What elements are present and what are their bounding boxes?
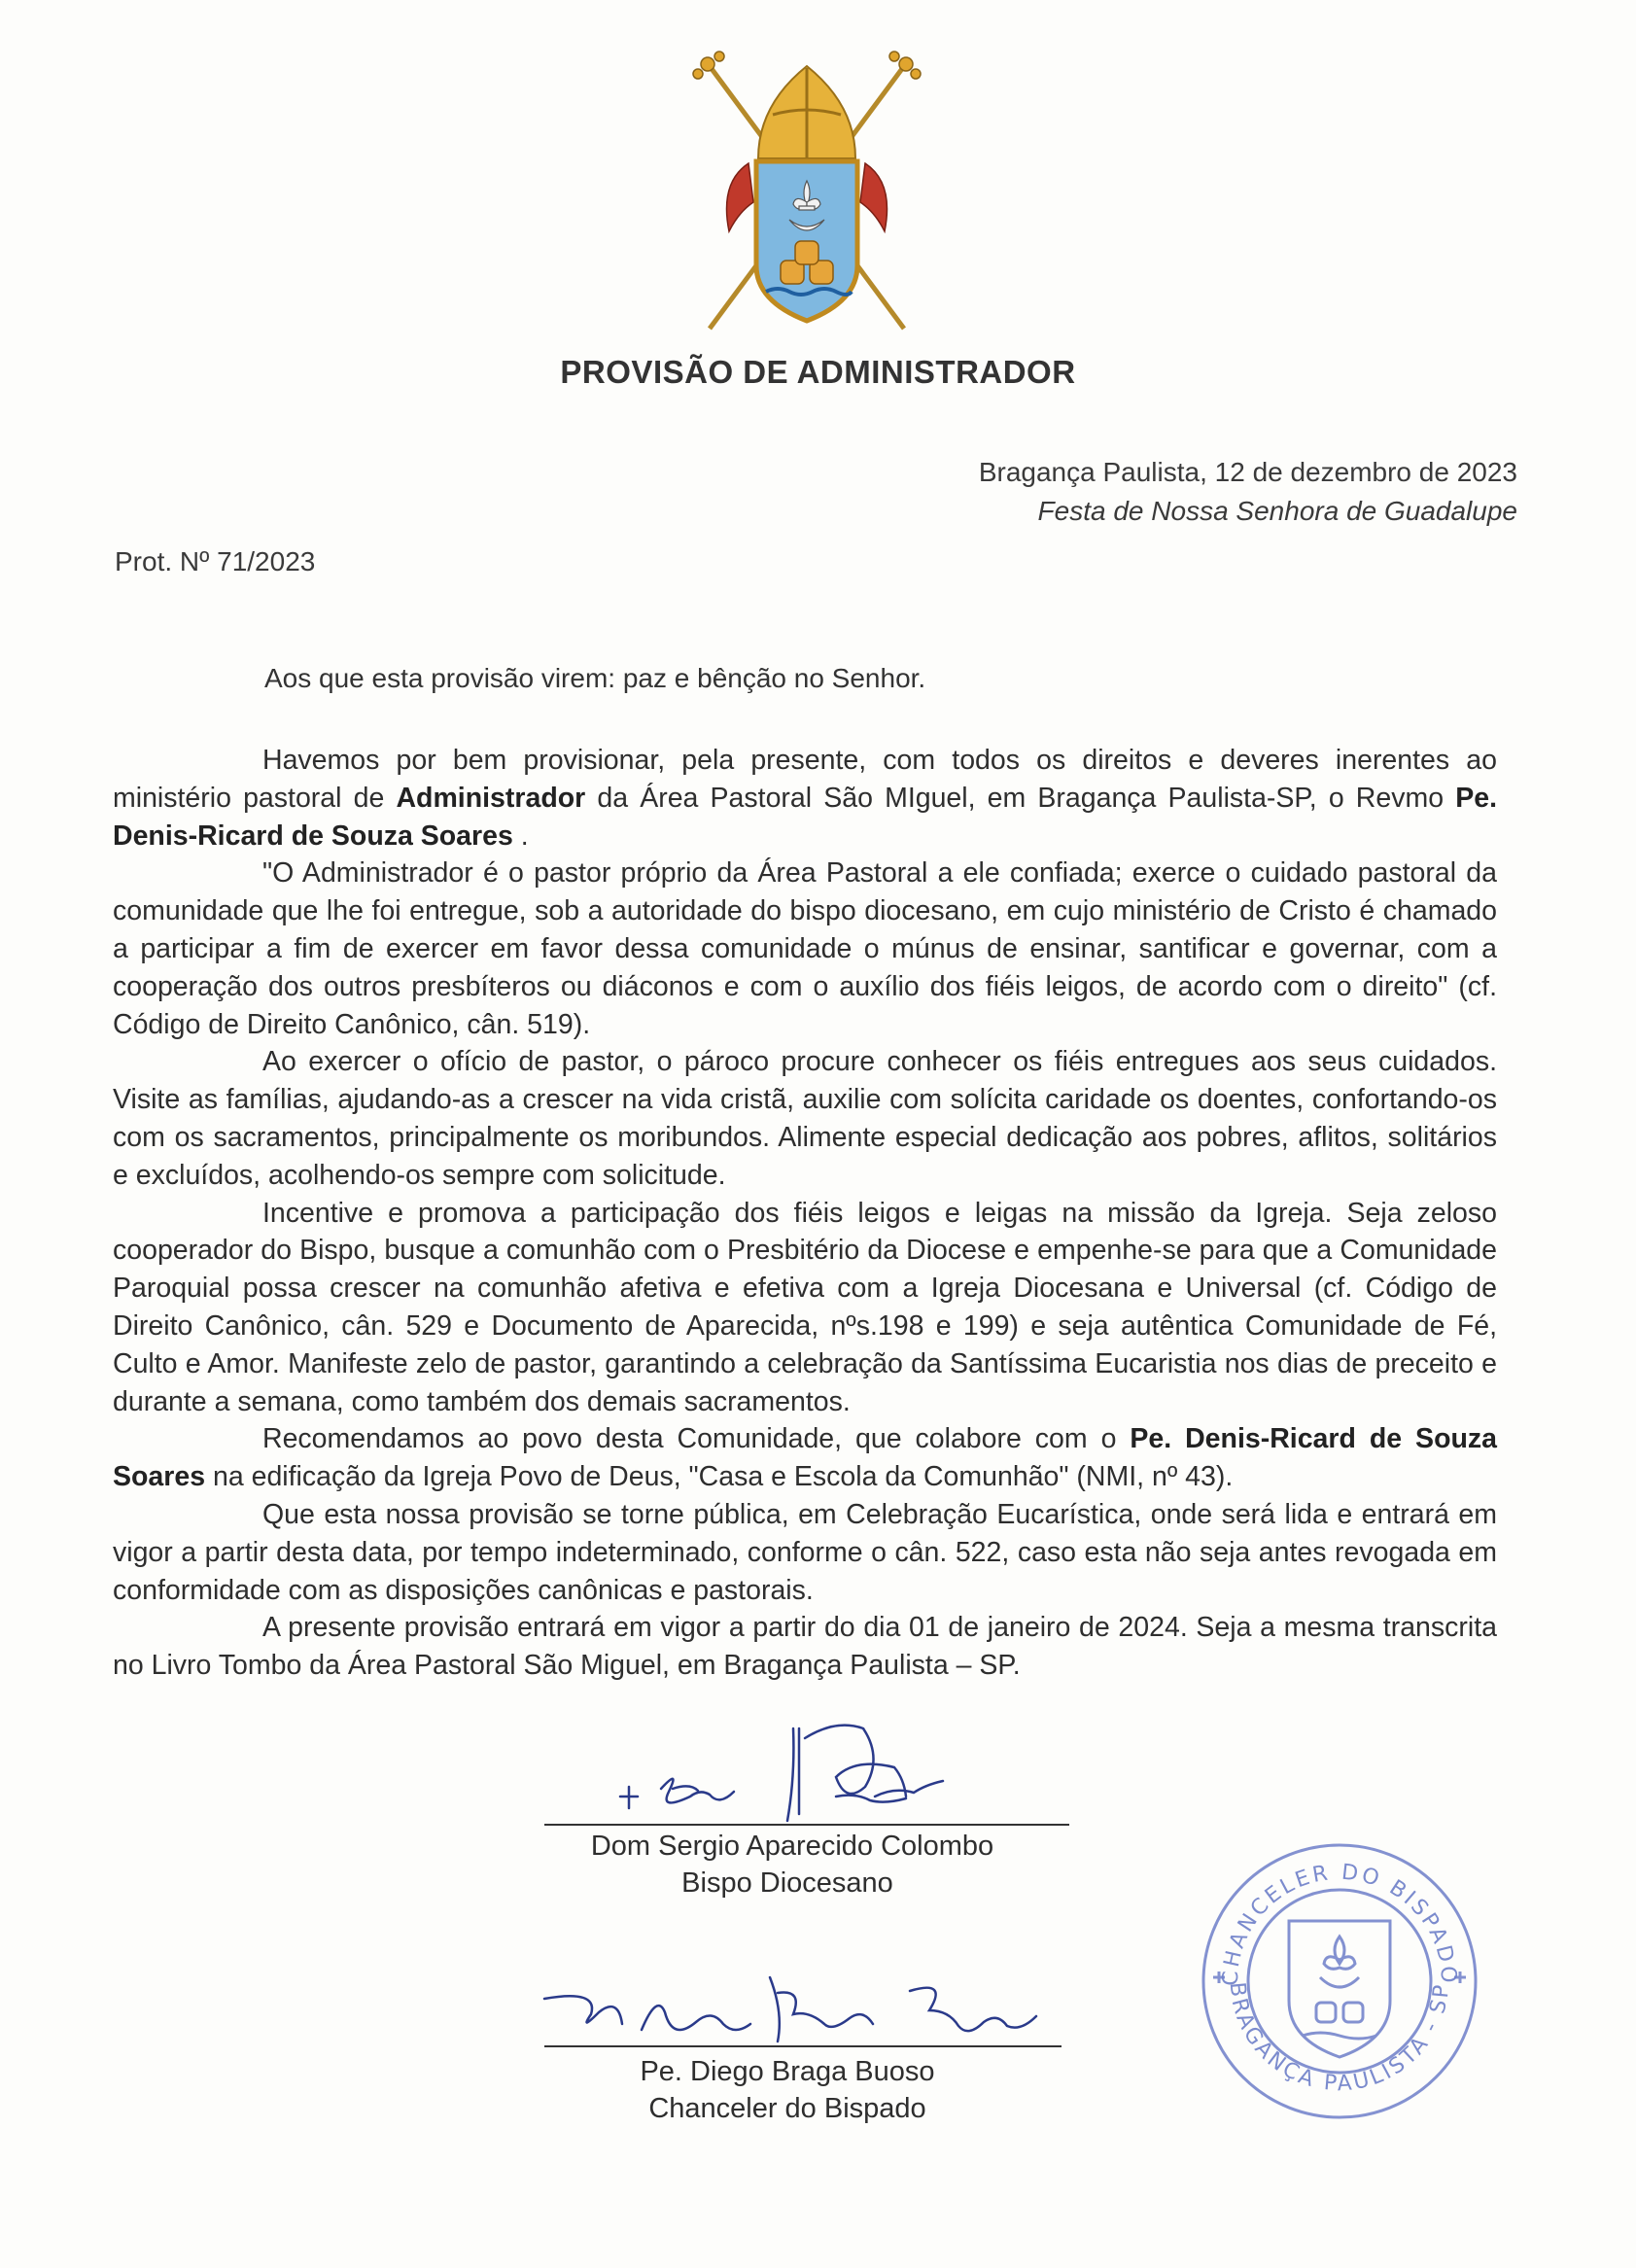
body-text	[113, 742, 1497, 1685]
paragraph-4: Incentive e promova a participação dos fiéis leigos e leigas na missão da Igreja. Seja zeloso cooperador do Bispo, busque a comunhão com o Presbitério da Diocese e empenhe-se para que a Comunidade Paroquial possa crescer na comunhão afetiva e efetiva com a Igreja Diocesana e Universal (cf. Código de Direito Canônico, cân. 529 e Documento de Aparecida, nºs.198 e 199) e seja autêntica Comunidade de Fé, Culto e Amor. Manifeste zelo de pastor, garantindo a celebração da Santíssima Eucaristia nos dias de preceito e durante a semana, como também dos demais sacramentos.	[113, 1197, 1497, 1417]
greeting: Aos que esta provisão virem: paz e bênção no Senhor.	[264, 663, 926, 693]
p1-role: Administrador	[396, 782, 586, 814]
protocol-number: Prot. Nº 71/2023	[115, 546, 316, 576]
p1-text-c: da Área Pastoral São MIguel, em Bragança Paulista-SP, o Revmo	[585, 782, 1456, 814]
p1-text-e: .	[512, 820, 529, 852]
bishop-handwritten-signature	[544, 1699, 1069, 1826]
paragraph-3: Ao exercer o ofício de pastor, o pároco procure conhecer os fiéis entregues aos seus cuidados. Visite as famílias, ajudando-as a crescer na vida cristã, auxilie com solícita caridade os doentes, confortando-os com os sacramentos, principalmente os moribundos. Alimente especial dedicação aos pobres, aflitos, solitários e excluídos, acolhendo-os sempre com solicitude.	[113, 1046, 1497, 1191]
paragraph-5	[113, 1420, 1497, 1496]
chancery-seal-stamp	[1194, 1835, 1485, 2127]
chancellor-signature-line	[544, 2045, 1062, 2047]
p5-text-c: na edificação da Igreja Povo de Deus, "Casa e Escola da Comunhão" (NMI, nº 43).	[205, 1461, 1234, 1493]
svg-text:BRAGANÇA PAULISTA - SP	[1225, 1981, 1455, 2096]
p1-text-a: Havemos por bem provisionar, pela presente, com todos os direitos e deveres inerentes ao ministério pastoral de	[113, 745, 1497, 814]
chancellor-name: Pe. Diego Braga Buoso	[640, 2056, 935, 2087]
bishop-signature-line	[544, 1824, 1069, 1826]
paragraph-2: "O Administrador é o pastor próprio da Área Pastoral a ele confiada; exerce o cuidado pastoral da comunidade que lhe foi entregue, sob a autoridade do bispo diocesano, em cujo ministério de Cristo é chamado a participar a fim de exercer em favor dessa comunidade o múnus de ensinar, santificar e governar, com a cooperação dos outros presbíteros ou diáconos e com o auxílio dos fiéis leigos, de acordo com o direito" (cf. Código de Direito Canônico, cân. 519).	[113, 857, 1497, 1040]
p5-text-a: Recomendamos ao povo desta Comunidade, que colabore com o	[262, 1423, 1131, 1455]
paragraph-6: Que esta nossa provisão se torne pública, em Celebração Eucarística, onde será lida e entrará em vigor a partir desta data, por tempo indeterminado, conforme o cân. 522, caso esta não seja antes revogada em conformidade com as disposições canônicas e pastorais.	[113, 1498, 1497, 1606]
document-title: PROVISÃO DE ADMINISTRADOR	[560, 354, 1076, 390]
diocese-coat-of-arms	[680, 47, 933, 338]
seal-text-top: CHANCELER DO BISPADO	[1218, 1860, 1461, 1987]
paragraph-1	[113, 742, 1497, 855]
place-date: Bragança Paulista, 12 de dezembro de 2023	[978, 457, 1517, 487]
bishop-name: Dom Sergio Aparecido Colombo	[590, 1831, 994, 1862]
feast-day: Festa de Nossa Senhora de Guadalupe	[1037, 496, 1517, 526]
p1-priest-name: Pe. Denis-Ricard de Souza Soares	[113, 782, 1497, 852]
bishop-title: Bispo Diocesano	[681, 1867, 893, 1899]
chancellor-title: Chanceler do Bispado	[648, 2093, 926, 2124]
paragraph-7: A presente provisão entrará em vigor a partir do dia 01 de janeiro de 2024. Seja a mesma transcrita no Livro Tombo da Área Pastoral São Miguel, em Bragança Paulista – SP.	[113, 1612, 1497, 1682]
seal-text-bottom: BRAGANÇA PAULISTA - SP	[1224, 1980, 1455, 2097]
date-block	[979, 453, 1517, 531]
p5-priest-name: Pe. Denis-Ricard de Souza Soares	[113, 1423, 1497, 1493]
